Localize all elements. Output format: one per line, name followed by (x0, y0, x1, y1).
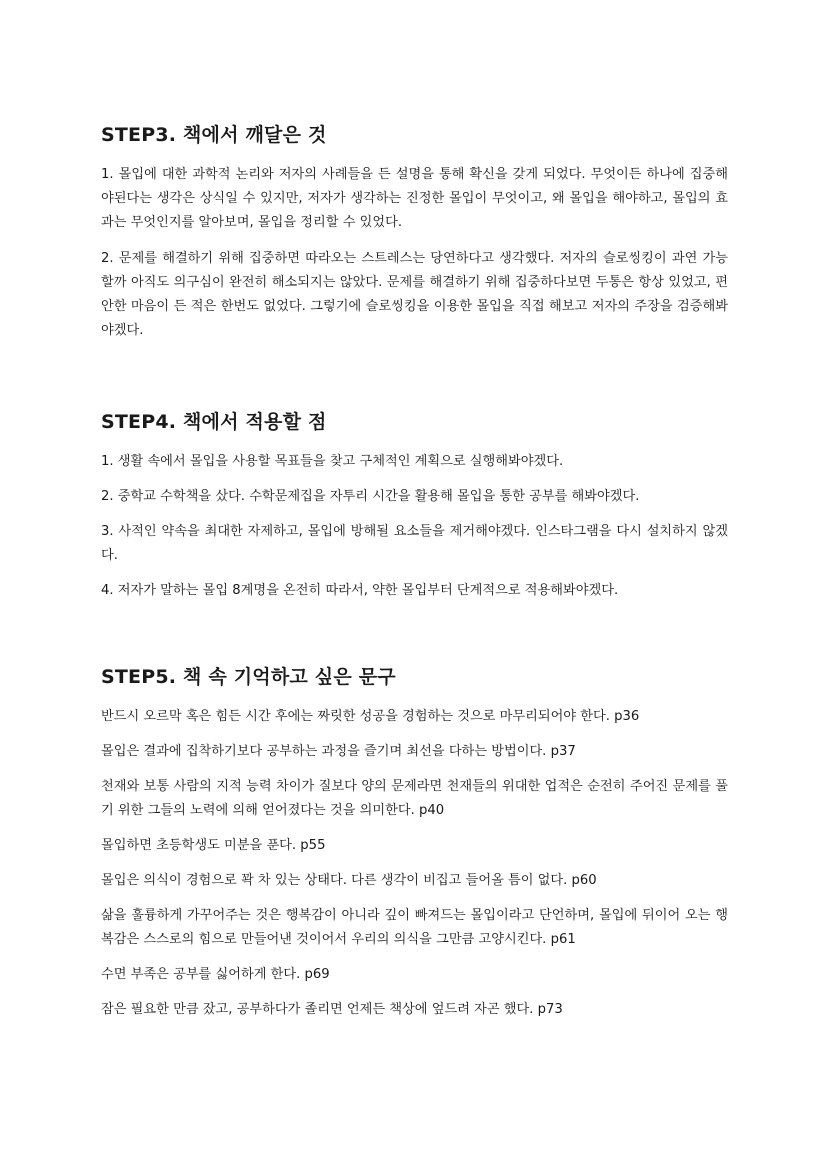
step4-heading: STEP4. 책에서 적용할 점 (101, 411, 327, 433)
step4-paragraph-3: 3. 사적인 약속을 최대한 자제하고, 몰입에 방해될 요소들을 제거해야겠다. 인스타그램을 다시 설치하지 않겠다. (101, 524, 728, 563)
step4-paragraph-2: 2. 중학교 수학책을 샀다. 수학문제집을 자투리 시간을 활용해 몰입을 통한 공부를 해봐야겠다. (101, 489, 640, 504)
step5-section (101, 665, 728, 1022)
step3-paragraph-2: 2. 문제를 해결하기 위해 집중하면 따라오는 스트레스는 당연하다고 생각했다. 저자의 슬로씽킹이 과연 가능할까 아직도 의구심이 완전히 해소되지는 않았다. 문제를 해결하기 위해 집중하다보면 두통은 항상 있었고, 편안한 마음이 든 적은 한번도 없었다. 그렇기에 슬로씽킹을 이용한 몰입을 직접 해보고 저자의 주장을 검증해봐야겠다. (101, 251, 728, 338)
quote-1: 반드시 오르막 혹은 힘든 시간 후에는 짜릿한 성공을 경험하는 것으로 마무리되어야 한다. p36 (101, 709, 640, 724)
step5-heading: STEP5. 책 속 기억하고 싶은 문구 (101, 666, 396, 688)
quote-6: 삶을 훌륭하게 가꾸어주는 것은 행복감이 아니라 깊이 빠져드는 몰입이라고 단언하며, 몰입에 뒤이어 오는 행복감은 스스로의 힘으로 만들어낸 것이어서 우리의 의식을 그만큼 고양시킨다. p61 (101, 908, 728, 947)
quote-3: 천재와 보통 사람의 지적 능력 차이가 질보다 양의 문제라면 천재들의 위대한 업적은 순전히 주어진 문제를 풀기 위한 그들의 노력에 의해 얻어졌다는 것을 의미한다. p40 (101, 779, 728, 818)
quote-5: 몰입은 의식이 경험으로 꽉 차 있는 상태다. 다른 생각이 비집고 들어올 틈이 없다. p60 (101, 873, 597, 888)
quote-7: 수면 부족은 공부를 싫어하게 한다. p69 (101, 967, 330, 982)
step3-paragraph-1: 1. 몰입에 대한 과학적 논리와 저자의 사례들을 든 설명을 통해 확신을 갖게 되었다. 무엇이든 하나에 집중해야된다는 생각은 상식일 수 있지만, 저자가 생각하는 진정한 몰입이 무엇이고, 왜 몰입을 해야하고, 몰입의 효과는 무엇인지를 알아보며, 몰입을 정리할 수 있었다. (101, 167, 728, 230)
step3-section (101, 123, 728, 343)
step3-heading: STEP3. 책에서 깨달은 것 (101, 124, 327, 146)
step4-section (101, 410, 728, 603)
quote-2: 몰입은 결과에 집착하기보다 공부하는 과정을 즐기며 최선을 다하는 방법이다. p37 (101, 744, 576, 759)
step4-paragraph-1: 1. 생활 속에서 몰입을 사용할 목표들을 찾고 구체적인 계획으로 실행해봐야겠다. (101, 454, 564, 469)
quote-4: 몰입하면 초등학생도 미분을 푼다. p55 (101, 838, 326, 853)
quote-8: 잠은 필요한 만큼 잤고, 공부하다가 졸리면 언제든 책상에 엎드려 자곤 했다. p73 (101, 1002, 563, 1017)
step4-paragraph-4: 4. 저자가 말하는 몰입 8계명을 온전히 따라서, 약한 몰입부터 단계적으로 적용해봐야겠다. (101, 583, 619, 598)
